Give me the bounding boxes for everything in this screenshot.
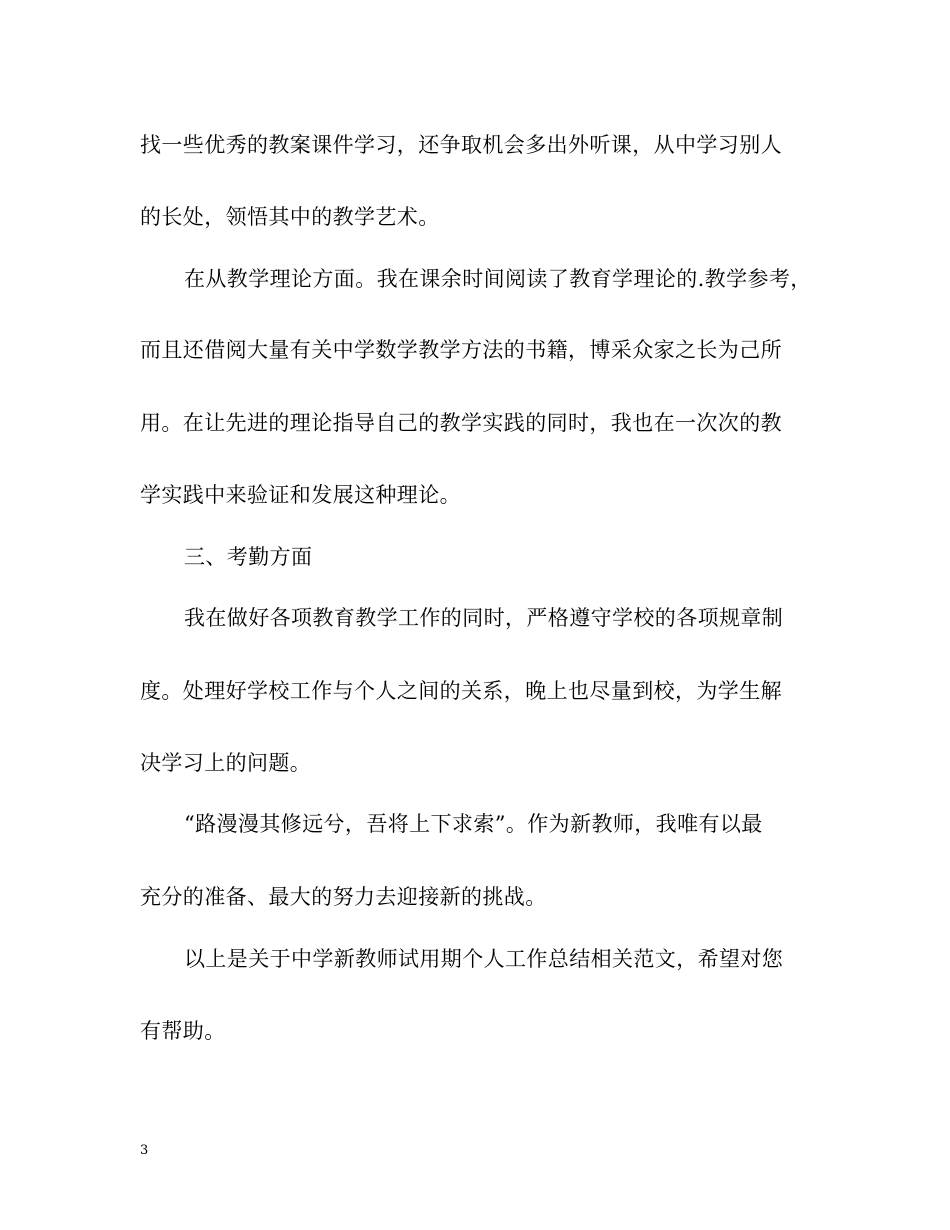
paragraph-first-line: 在从教学理论方面。我在课余时间阅读了教育学理论的.教学参考， [184,267,812,291]
section-heading: 三、考勤方面 [184,545,313,569]
text-line: 学实践中来验证和发展这种理论。 [140,483,461,507]
text-line: 的长处，领悟其中的教学艺术。 [140,205,440,229]
text-line: 而且还借阅大量有关中学数学教学方法的书籍，博采众家之长为己所 [140,338,782,362]
text-line: 充分的准备、最大的努力去迎接新的挑战。 [140,885,547,909]
text-line: 决学习上的问题。 [140,751,312,775]
text-line: 有帮助。 [140,1019,226,1043]
text-line: 度。处理好学校工作与个人之间的关系，晚上也尽量到校，为学生解 [140,679,782,703]
paragraph-first-line: 我在做好各项教育教学工作的同时，严格遵守学校的各项规章制 [184,606,784,630]
page-number: 3 [140,1143,149,1158]
paragraph-first-line: “路漫漫其修远兮，吾将上下求索”。作为新教师，我唯有以最 [184,812,763,836]
text-line: 找一些优秀的教案课件学习，还争取机会多出外听课，从中学习别人 [140,133,782,157]
text-line: 用。在让先进的理论指导自己的教学实践的同时，我也在一次次的教 [140,411,782,435]
paragraph-first-line: 以上是关于中学新教师试用期个人工作总结相关范文，希望对您 [184,947,784,971]
